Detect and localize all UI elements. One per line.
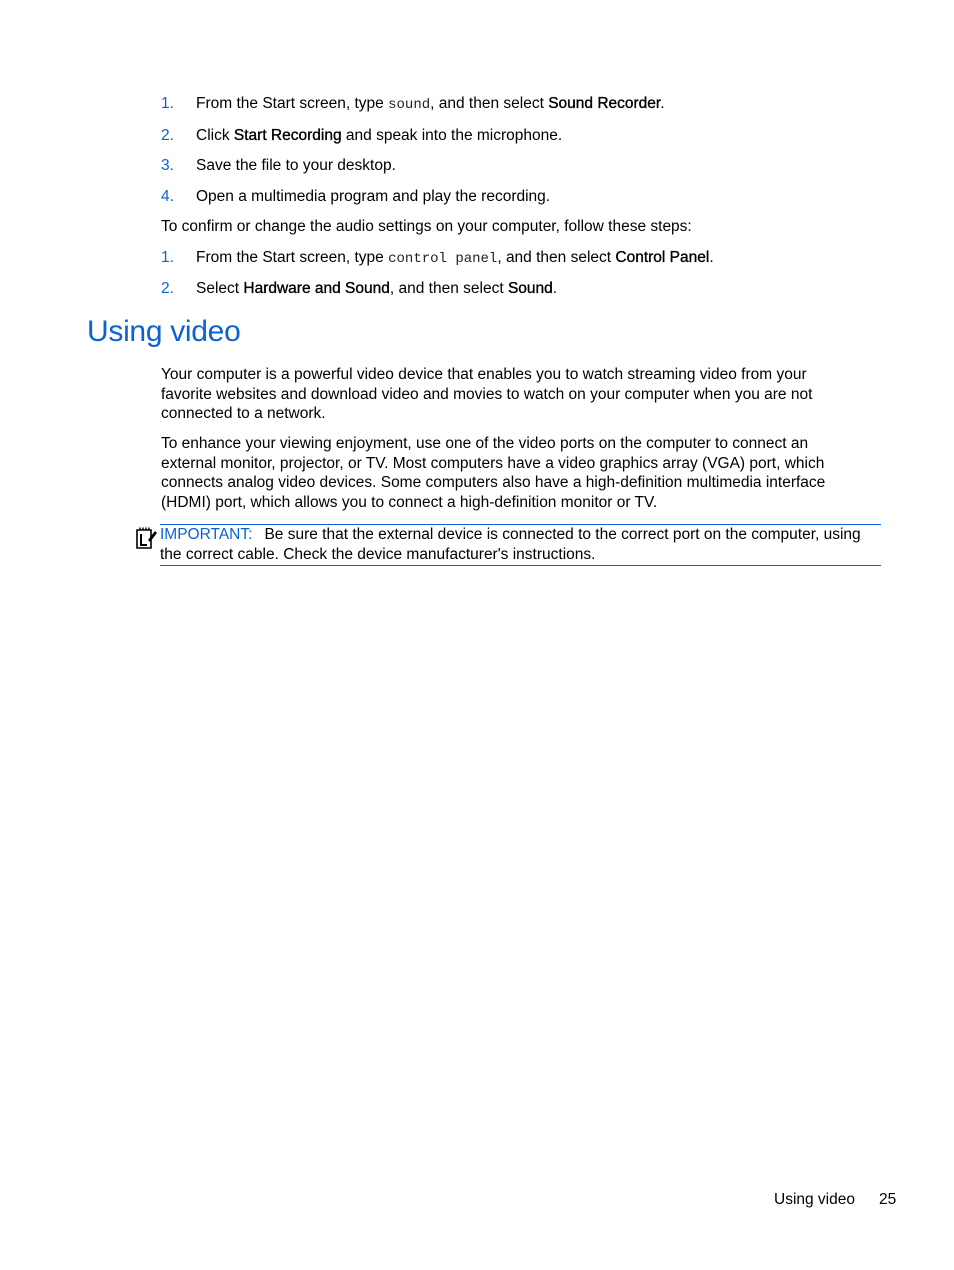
step-text: Select <box>196 280 244 297</box>
page-number: 25 <box>879 1191 897 1208</box>
step-text: and speak into the microphone. <box>341 127 563 144</box>
step-text: , and then select <box>389 280 508 297</box>
note-label: IMPORTANT: <box>160 526 253 543</box>
step-number: 4. <box>161 188 174 205</box>
step-item <box>196 95 665 113</box>
step-text: . <box>552 280 558 297</box>
step-text: From the Start screen, type <box>196 95 389 112</box>
step-text: Click <box>196 127 234 144</box>
ui-term: Control Panel <box>615 249 710 266</box>
section-heading: Using video <box>87 315 241 348</box>
ui-term: Start Recording <box>233 127 342 144</box>
step-item: Save the file to your desktop. <box>196 157 396 174</box>
body-paragraph: To enhance your viewing enjoyment, use one of the video ports on the computer to connect an external monitor, projector, or TV. Most computers have a video graphics array (VGA) port, which connects analog video devices. Some computers also have a high-definition multimedia interface (HDMI) port, which allows you to connect a high-definition monitor or TV. <box>161 435 826 511</box>
step-number: 3. <box>161 157 174 174</box>
ui-term: Sound <box>507 280 553 297</box>
step-item: Open a multimedia program and play the recording. <box>196 188 551 205</box>
ui-term: Sound Recorder <box>548 95 661 112</box>
intro-paragraph: To confirm or change the audio settings on your computer, follow these steps: <box>161 218 692 235</box>
step-number: 2. <box>161 280 174 297</box>
step-number: 1. <box>161 249 174 266</box>
step-text: . <box>660 95 665 112</box>
code-snippet: control panel <box>388 251 498 267</box>
step-number: 1. <box>161 95 174 112</box>
step-item <box>196 280 557 298</box>
note-text: Be sure that the external device is connected to the correct port on the computer, using the correct cable. Check the device manufacturer's instructions. <box>160 526 861 563</box>
step-item <box>196 127 562 145</box>
step-text: From the Start screen, type <box>196 249 389 266</box>
code-snippet: sound <box>388 97 431 113</box>
body-paragraph: Your computer is a powerful video device that enables you to watch streaming video from your favorite websites and download video and movies to watch on your computer when you are not connected to a network. <box>161 366 813 422</box>
step-text: , and then select <box>430 95 549 112</box>
ui-term: Hardware and Sound <box>243 280 390 297</box>
important-note <box>160 524 881 566</box>
step-text: , and then select <box>497 249 616 266</box>
step-number: 2. <box>161 127 174 144</box>
step-text: . <box>709 249 714 266</box>
footer-section-name: Using video <box>774 1191 855 1208</box>
important-note-icon <box>134 526 158 550</box>
step-item <box>196 249 714 267</box>
